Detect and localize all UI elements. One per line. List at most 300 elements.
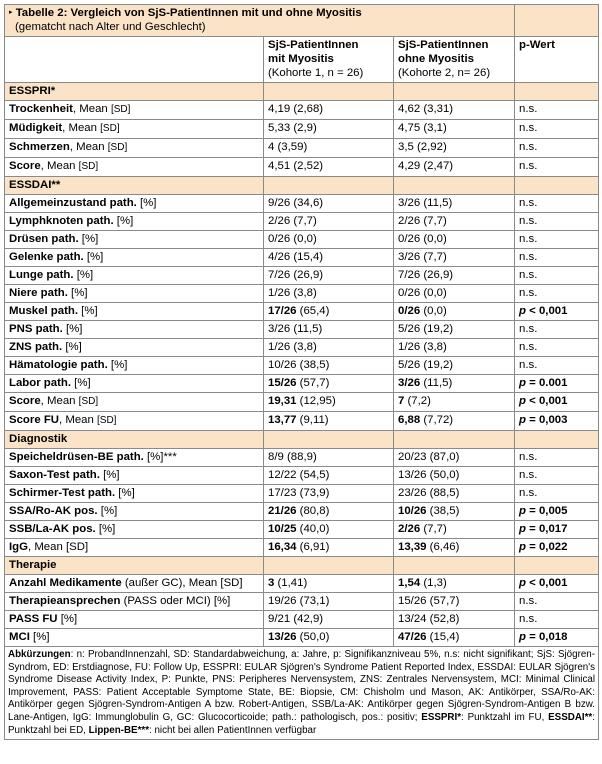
row-label-unit: [SD] <box>78 396 99 408</box>
row-label-cell <box>5 285 264 303</box>
row-label: Lunge path. <box>9 269 74 282</box>
pvalue-title: p-Wert <box>519 39 555 52</box>
cohort1-value-cell <box>264 449 394 467</box>
row-label: Anzahl Medikamente <box>9 577 122 590</box>
row-label-cell <box>5 485 264 503</box>
comparison-table <box>4 4 599 740</box>
cohort1-value-detail: (57,7) <box>296 377 330 390</box>
row-label-suffix: , Mean [SD] <box>27 541 89 554</box>
row-label-cell <box>5 120 264 139</box>
footnote-text: : n: ProbandInnenzahl, SD: Standardabweichung, a: Jahre, p: Signifikanzniveau 5%, n.s: nicht signifikant; SjS: Sjögren-Syndrom, ED: Erstdiagnose, FU: Follow Up, ESSPRI: EULAR Sjögren's Syndrome Patient Reported Index, ESSDAI: EULAR Sjögren's Syndrome Disease Activity Index, P: Punkte, PNS: Peripheres Nervensystem, ZNS: Zentrales Nervensystem, MCI: Minimal Clinical Improvement, PASS: Patient Acceptable Symptome State, BE: Biopsie, CM: Chisholm und Mason, AK: Antikörper, SSA/Ro-AK: Antikörper gegen Sjögren-Syndrom-Antigen A bzw. Robert-Antigen, SSB/La-AK: Antikörper gegen Sjögren-Syndrom-Antigen B bzw. Lane-Antigen, IgG: Immunglobulin G, GC: Glucocorticoide; path.: pathologisch, pos.: positiv; <box>8 649 595 723</box>
cohort2-value-detail: (1,3) <box>420 577 447 590</box>
pvalue-cell <box>515 321 599 339</box>
cohort2-value: 1,54 <box>398 577 421 590</box>
cohort1-value-cell <box>264 267 394 285</box>
cohort2-value-detail: (0,0) <box>420 287 447 300</box>
cohort2-value: 13/24 <box>398 613 427 626</box>
cohort2-value-cell <box>394 195 515 213</box>
row-label: ZNS path. <box>9 341 63 354</box>
row-label-suffix: , Mean <box>69 141 108 154</box>
cohort1-value-cell <box>264 303 394 321</box>
cohort1-value: 10/25 <box>268 523 297 536</box>
pvalue: p = 0,018 <box>519 631 568 644</box>
cohort2-value-cell <box>394 503 515 521</box>
row-label-cell <box>5 629 264 647</box>
row-label: Hämatologie path. <box>9 359 108 372</box>
cohort1-value: 21/26 <box>268 505 297 518</box>
cohort1-value-cell <box>264 412 394 431</box>
cohort1-value-cell <box>264 213 394 231</box>
cohort1-value-cell <box>264 357 394 375</box>
row-label-suffix: [%] <box>78 233 99 246</box>
row-label: Saxon-Test path. <box>9 469 100 482</box>
column-header-pvalue <box>515 37 599 83</box>
footnote-cell <box>5 647 599 740</box>
cohort2-value: 2/26 <box>398 215 421 228</box>
cohort1-value-cell <box>264 467 394 485</box>
row-label-suffix: , Mean <box>62 122 101 135</box>
row-label-suffix: (außer GC), Mean [SD] <box>121 577 243 590</box>
cohort2-value: 4,29 <box>398 160 421 173</box>
table-subtitle: (gematcht nach Alter und Geschlecht) <box>15 21 206 34</box>
footnote-abbr-label: Abkürzungen <box>8 649 71 661</box>
cohort2-value: 3/26 <box>398 377 421 390</box>
table-row <box>5 101 599 120</box>
row-label: Drüsen path. <box>9 233 79 246</box>
pvalue: n.s. <box>519 341 538 354</box>
table-row <box>5 213 599 231</box>
pvalue: n.s. <box>519 269 538 282</box>
pvalue: n.s. <box>519 487 538 500</box>
cohort2-value-detail: (26,9) <box>420 269 454 282</box>
cohort2-value-cell <box>394 101 515 120</box>
row-label: Speicheldrüsen-BE path. <box>9 451 144 464</box>
cohort1-value: 8/9 <box>268 451 284 464</box>
cohort2-value-detail: (88,5) <box>426 487 460 500</box>
table-title: Tabelle 2: Vergleich von SjS-PatientInnen mit und ohne Myositis <box>15 7 362 20</box>
row-label-suffix: , Mean <box>40 395 79 408</box>
cohort2-value-cell <box>394 339 515 357</box>
cohort2-value-detail: (0,0) <box>420 305 447 318</box>
cohort1-value-detail: (73,9) <box>296 487 330 500</box>
cohort1-value-detail: (1,41) <box>274 577 308 590</box>
section-header-row <box>5 83 599 101</box>
cohort1-value-detail: (26,9) <box>290 269 324 282</box>
table-title-row <box>5 5 599 37</box>
cohort1-value: 16,34 <box>268 541 297 554</box>
cohort2-value: 3/26 <box>398 251 421 264</box>
table-row <box>5 575 599 593</box>
row-label: MCI <box>9 631 30 644</box>
row-label-cell <box>5 101 264 120</box>
footnote-esspri-label: ESSPRI* <box>421 711 462 723</box>
cohort1-value-detail: (73,1) <box>296 595 330 608</box>
cohort2-title: SjS-PatientInnen <box>398 39 489 52</box>
row-label-cell <box>5 139 264 158</box>
row-label-suffix: , Mean <box>72 103 111 116</box>
cohort2-value-cell <box>394 158 515 177</box>
cohort1-value: 0/26 <box>268 233 291 246</box>
cohort1-value: 5,33 <box>268 122 291 135</box>
section-header-empty-cell <box>264 431 394 449</box>
cohort1-value: 4,19 <box>268 103 291 116</box>
cohort1-value-detail: (54,5) <box>296 469 330 482</box>
row-label-suffix: , Mean <box>40 160 79 173</box>
section-header-empty-cell <box>515 83 599 101</box>
section-header-empty-cell <box>264 83 394 101</box>
row-label: Lymphknoten path. <box>9 215 114 228</box>
cohort2-value-detail: (15,4) <box>426 631 460 644</box>
section-heading: ESSDAI** <box>5 177 264 195</box>
cohort2-value: 7/26 <box>398 269 421 282</box>
cohort1-value-detail: (65,4) <box>296 305 330 318</box>
table-row <box>5 629 599 647</box>
pvalue: n.s. <box>519 122 538 135</box>
cohort2-value: 13/26 <box>398 469 427 482</box>
row-label-suffix: [%] <box>62 341 82 354</box>
pvalue-cell <box>515 285 599 303</box>
table-row <box>5 231 599 249</box>
cohort1-note: (Kohorte 1, n = 26) <box>268 67 364 80</box>
cohort2-value: 13,39 <box>398 541 427 554</box>
cohort1-value: 17/26 <box>268 305 297 318</box>
row-label: PASS FU <box>9 613 58 626</box>
cohort2-value-cell <box>394 249 515 267</box>
cohort1-value-detail: (15,4) <box>290 251 324 264</box>
row-label-suffix: (PASS oder MCI) [%] <box>120 595 231 608</box>
cohort1-value: 1/26 <box>268 341 291 354</box>
cohort2-value: 5/26 <box>398 359 421 372</box>
row-label-unit: [SD] <box>100 123 120 135</box>
pvalue-cell <box>515 521 599 539</box>
row-label-cell <box>5 393 264 412</box>
row-label: Allgemeinzustand path. <box>9 197 137 210</box>
pvalue-cell <box>515 139 599 158</box>
section-heading: Therapie <box>5 557 264 575</box>
cohort2-value: 4,62 <box>398 103 421 116</box>
cohort2-value-detail: (2,47) <box>420 160 454 173</box>
row-label: SSB/La-AK pos. <box>9 523 96 536</box>
cohort2-value: 2/26 <box>398 523 421 536</box>
cohort1-value: 4 <box>268 141 275 154</box>
cohort2-value-detail: (6,46) <box>426 541 460 554</box>
cohort2-value-cell <box>394 629 515 647</box>
pvalue: p = 0,005 <box>519 505 568 518</box>
cohort1-subtitle: mit Myositis <box>268 53 334 66</box>
row-label-cell <box>5 357 264 375</box>
pvalue-cell <box>515 375 599 393</box>
cohort2-value-detail: (7,7) <box>420 251 447 264</box>
row-label-cell <box>5 231 264 249</box>
pvalue: n.s. <box>519 359 538 372</box>
row-label-unit: [SD] <box>107 142 128 154</box>
table-row <box>5 321 599 339</box>
cohort2-value: 6,88 <box>398 414 421 427</box>
pvalue-cell <box>515 449 599 467</box>
section-header-empty-cell <box>515 557 599 575</box>
cohort1-value-detail: (80,8) <box>296 505 330 518</box>
row-label-suffix: [%] <box>113 215 134 228</box>
cohort2-value-cell <box>394 375 515 393</box>
section-header-row <box>5 557 599 575</box>
pvalue: p = 0,022 <box>519 541 568 554</box>
row-label: Schirmer-Test path. <box>9 487 116 500</box>
row-label-cell <box>5 267 264 285</box>
cohort2-value-cell <box>394 303 515 321</box>
cohort2-value: 0/26 <box>398 233 421 246</box>
cohort2-value-detail: (7,72) <box>420 414 454 427</box>
cohort2-value: 3/26 <box>398 197 421 210</box>
cohort2-value-cell <box>394 213 515 231</box>
cohort2-value-detail: (7,7) <box>420 215 447 228</box>
cohort1-value-detail: (42,9) <box>290 613 324 626</box>
table-row <box>5 120 599 139</box>
cohort2-value: 4,75 <box>398 122 421 135</box>
row-label-cell <box>5 375 264 393</box>
cohort1-value: 12/22 <box>268 469 297 482</box>
row-label-suffix: [%] <box>29 631 50 644</box>
cohort2-value-detail: (50,0) <box>426 469 460 482</box>
cohort2-value: 3,5 <box>398 141 414 154</box>
cohort1-value-cell <box>264 393 394 412</box>
pvalue-cell <box>515 213 599 231</box>
cohort2-value: 23/26 <box>398 487 427 500</box>
pvalue-cell <box>515 249 599 267</box>
pvalue: n.s. <box>519 451 538 464</box>
table-row <box>5 249 599 267</box>
cohort2-value-cell <box>394 139 515 158</box>
cohort2-value: 0/26 <box>398 287 421 300</box>
row-label-cell <box>5 249 264 267</box>
row-label-cell <box>5 412 264 431</box>
cohort2-value-detail: (0,0) <box>420 233 447 246</box>
cohort2-value-cell <box>394 231 515 249</box>
table-row <box>5 539 599 557</box>
cohort1-value: 7/26 <box>268 269 291 282</box>
row-label-suffix: [%] <box>136 197 157 210</box>
cohort1-value-detail: (34,6) <box>290 197 324 210</box>
cohort1-value-detail: (88,9) <box>283 451 317 464</box>
pvalue: n.s. <box>519 469 538 482</box>
pvalue-cell <box>515 195 599 213</box>
cohort2-value: 20/23 <box>398 451 427 464</box>
table-row <box>5 467 599 485</box>
cohort1-value-detail: (3,8) <box>290 341 317 354</box>
pvalue-cell <box>515 611 599 629</box>
cohort1-value-detail: (3,8) <box>290 287 317 300</box>
cohort1-value: 19/26 <box>268 595 297 608</box>
cohort1-value-cell <box>264 249 394 267</box>
row-label: Muskel path. <box>9 305 78 318</box>
row-label-cell <box>5 158 264 177</box>
cohort2-value-detail: (52,8) <box>426 613 460 626</box>
cohort1-value: 17/23 <box>268 487 297 500</box>
table-row <box>5 485 599 503</box>
row-label: PNS path. <box>9 323 63 336</box>
cohort1-value: 4,51 <box>268 160 291 173</box>
cohort2-value: 5/26 <box>398 323 421 336</box>
section-header-empty-cell <box>515 431 599 449</box>
row-label: Therapieansprechen <box>9 595 121 608</box>
cohort2-value-cell <box>394 593 515 611</box>
footnote-row <box>5 647 599 740</box>
cohort1-value: 13/26 <box>268 631 297 644</box>
cohort1-value: 2/26 <box>268 215 291 228</box>
pvalue-cell <box>515 485 599 503</box>
cohort2-value-cell <box>394 393 515 412</box>
row-label: Score <box>9 395 41 408</box>
footnote-esspri-text: : Punktzahl im FU, <box>461 711 549 723</box>
row-label-unit: [SD] <box>97 415 117 427</box>
cohort1-value-cell <box>264 231 394 249</box>
pvalue-cell <box>515 593 599 611</box>
row-label-cell <box>5 213 264 231</box>
cohort1-value: 3 <box>268 577 275 590</box>
row-label-suffix: [%] <box>57 613 78 626</box>
footnote-essdai-label: ESSDAI** <box>548 711 593 723</box>
cohort1-value-cell <box>264 339 394 357</box>
row-label-unit: [SD] <box>78 161 99 173</box>
cohort2-note: (Kohorte 2, n= 26) <box>398 67 491 80</box>
pvalue: n.s. <box>519 197 538 210</box>
cohort1-value: 19,31 <box>268 395 297 408</box>
cohort2-value-cell <box>394 539 515 557</box>
pvalue: n.s. <box>519 251 538 264</box>
row-label-cell <box>5 467 264 485</box>
row-label-cell <box>5 503 264 521</box>
column-header-empty <box>5 37 264 83</box>
cohort1-value-cell <box>264 120 394 139</box>
table-row <box>5 139 599 158</box>
cohort2-value: 1/26 <box>398 341 421 354</box>
pvalue: n.s. <box>519 215 538 228</box>
cohort1-value-cell <box>264 195 394 213</box>
table-row <box>5 503 599 521</box>
table-row <box>5 339 599 357</box>
pvalue-cell <box>515 101 599 120</box>
row-label-suffix: [%] <box>115 487 135 500</box>
row-label-suffix: [%]*** <box>143 451 177 464</box>
row-label-cell <box>5 593 264 611</box>
cohort1-value-detail: (0,0) <box>290 233 317 246</box>
cohort1-value-cell <box>264 101 394 120</box>
pvalue-cell <box>515 467 599 485</box>
cohort1-title: SjS-PatientInnen <box>268 39 359 52</box>
pvalue: p = 0.001 <box>519 377 568 390</box>
cohort2-value: 7 <box>398 395 405 408</box>
pvalue-cell <box>515 539 599 557</box>
pvalue: n.s. <box>519 160 538 173</box>
row-label-cell <box>5 539 264 557</box>
cohort2-value-detail: (57,7) <box>426 595 460 608</box>
pvalue-cell <box>515 339 599 357</box>
row-label: Gelenke path. <box>9 251 84 264</box>
cohort1-value-detail: (50,0) <box>296 631 330 644</box>
table-row <box>5 195 599 213</box>
row-label: Schmerzen <box>9 141 70 154</box>
pvalue: n.s. <box>519 287 538 300</box>
row-label-cell <box>5 321 264 339</box>
pvalue-cell <box>515 303 599 321</box>
pvalue: p < 0,001 <box>519 577 568 590</box>
cohort2-value-detail: (7,7) <box>420 523 447 536</box>
cohort2-value-cell <box>394 485 515 503</box>
cohort2-value-cell <box>394 521 515 539</box>
pvalue-cell <box>515 158 599 177</box>
cohort1-value-detail: (40,0) <box>296 523 330 536</box>
cohort2-value-cell <box>394 467 515 485</box>
cohort1-value-detail: (2,9) <box>290 122 317 135</box>
cohort2-value-cell <box>394 267 515 285</box>
row-label-suffix: [%] <box>97 505 118 518</box>
pvalue-cell <box>515 120 599 139</box>
section-header-empty-cell <box>394 83 515 101</box>
cohort1-value: 4/26 <box>268 251 291 264</box>
cohort1-value-detail: (2,68) <box>290 103 324 116</box>
pvalue: p = 0,003 <box>519 414 568 427</box>
cohort1-value: 1/26 <box>268 287 291 300</box>
table-row <box>5 521 599 539</box>
table-row <box>5 593 599 611</box>
footnote-lippen-text: : nicht bei allen PatientInnen verfügbar <box>149 724 317 736</box>
row-label: Score <box>9 160 41 173</box>
cohort2-value-detail: (3,31) <box>420 103 454 116</box>
cohort2-value-detail: (38,5) <box>426 505 460 518</box>
pvalue: p < 0,001 <box>519 395 568 408</box>
row-label-cell <box>5 303 264 321</box>
pvalue: n.s. <box>519 103 538 116</box>
row-label-suffix: [%] <box>99 469 120 482</box>
pvalue-cell <box>515 503 599 521</box>
cohort2-value-detail: (87,0) <box>426 451 460 464</box>
column-header-cohort1 <box>264 37 394 83</box>
row-label-cell <box>5 195 264 213</box>
cohort2-value: 0/26 <box>398 305 421 318</box>
cohort1-value-detail: (11,5) <box>290 323 323 336</box>
pvalue-cell <box>515 412 599 431</box>
row-label: Niere path. <box>9 287 68 300</box>
column-header-cohort2 <box>394 37 515 83</box>
cohort1-value-cell <box>264 521 394 539</box>
cohort2-value-cell <box>394 412 515 431</box>
section-header-empty-cell <box>394 557 515 575</box>
row-label-suffix: [%] <box>83 251 104 264</box>
row-label-suffix: [%] <box>95 523 116 536</box>
pvalue: n.s. <box>519 613 538 626</box>
cohort1-value-cell <box>264 285 394 303</box>
pvalue-cell <box>515 575 599 593</box>
cohort1-value-cell <box>264 575 394 593</box>
table-row <box>5 449 599 467</box>
section-header-empty-cell <box>264 557 394 575</box>
section-header-empty-cell <box>394 431 515 449</box>
cohort2-value-cell <box>394 449 515 467</box>
footnote-essdai-text: : Punktzahl bei ED, <box>8 711 595 736</box>
table-title-cell <box>5 5 515 37</box>
row-label-suffix: [%] <box>107 359 128 372</box>
row-label-suffix: [%] <box>62 323 83 336</box>
cohort2-value-cell <box>394 285 515 303</box>
table-row <box>5 267 599 285</box>
cohort1-value: 13,77 <box>268 414 297 427</box>
table-row <box>5 393 599 412</box>
table-row <box>5 412 599 431</box>
column-header-row <box>5 37 599 83</box>
row-label-suffix: [%] <box>78 305 98 318</box>
section-heading: ESSPRI* <box>5 83 264 101</box>
cohort1-value-cell <box>264 503 394 521</box>
section-heading: Diagnostik <box>5 431 264 449</box>
